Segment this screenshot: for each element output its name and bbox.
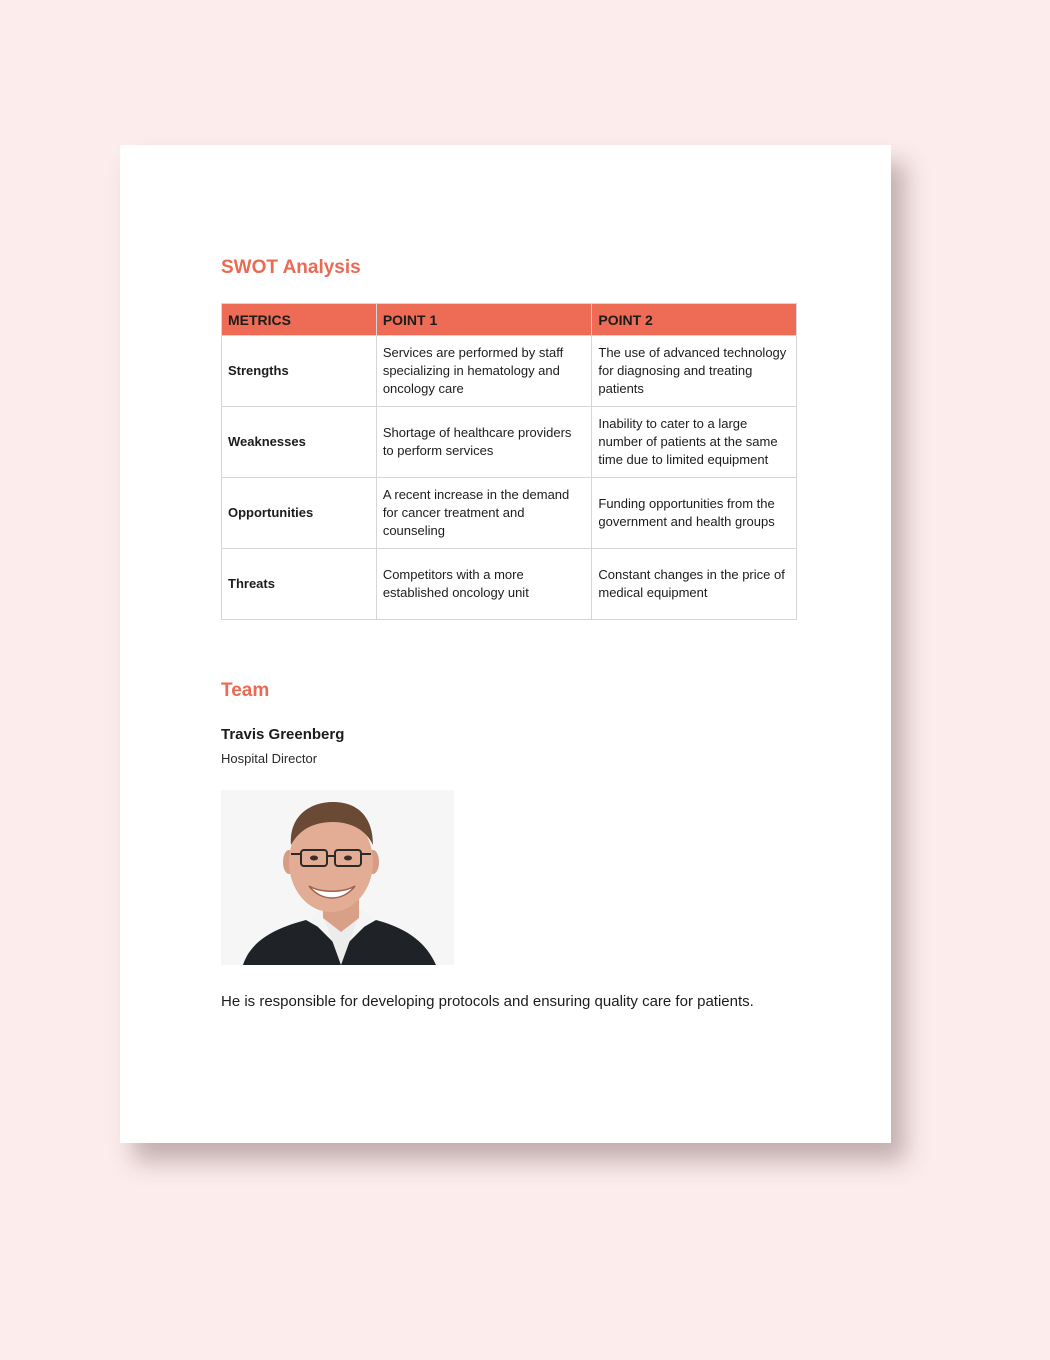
- swot-table: [221, 303, 797, 620]
- document-page: [120, 145, 891, 1143]
- point-1-cell: A recent increase in the demand for cancer treatment and counseling: [376, 478, 592, 549]
- member-name: Travis Greenberg: [221, 726, 345, 743]
- point-1-cell: Competitors with a more established oncology unit: [376, 549, 592, 620]
- portrait-photo: [221, 790, 454, 965]
- table-row: [222, 549, 797, 620]
- point-2-cell: Funding opportunities from the government and health groups: [592, 478, 797, 549]
- member-bio: He is responsible for developing protocols and ensuring quality care for patients.: [221, 993, 754, 1010]
- header-point-1: POINT 1: [376, 304, 592, 336]
- swot-heading: SWOT Analysis: [221, 257, 361, 278]
- header-point-2: POINT 2: [592, 304, 797, 336]
- header-metrics: METRICS: [222, 304, 377, 336]
- metric-cell: Threats: [222, 549, 377, 620]
- metric-cell: Opportunities: [222, 478, 377, 549]
- point-2-cell: The use of advanced technology for diagnosing and treating patients: [592, 336, 797, 407]
- point-1-cell: Shortage of healthcare providers to perform services: [376, 407, 592, 478]
- table-header-row: [222, 304, 797, 336]
- table-row: [222, 407, 797, 478]
- member-role: Hospital Director: [221, 751, 318, 766]
- point-2-cell: Constant changes in the price of medical equipment: [592, 549, 797, 620]
- table-row: [222, 336, 797, 407]
- point-1-cell: Services are performed by staff specializing in hematology and oncology care: [376, 336, 592, 407]
- table-row: [222, 478, 797, 549]
- team-heading: Team: [221, 680, 270, 701]
- metric-cell: Strengths: [222, 336, 377, 407]
- point-2-cell: Inability to cater to a large number of patients at the same time due to limited equipment: [592, 407, 797, 478]
- metric-cell: Weaknesses: [222, 407, 377, 478]
